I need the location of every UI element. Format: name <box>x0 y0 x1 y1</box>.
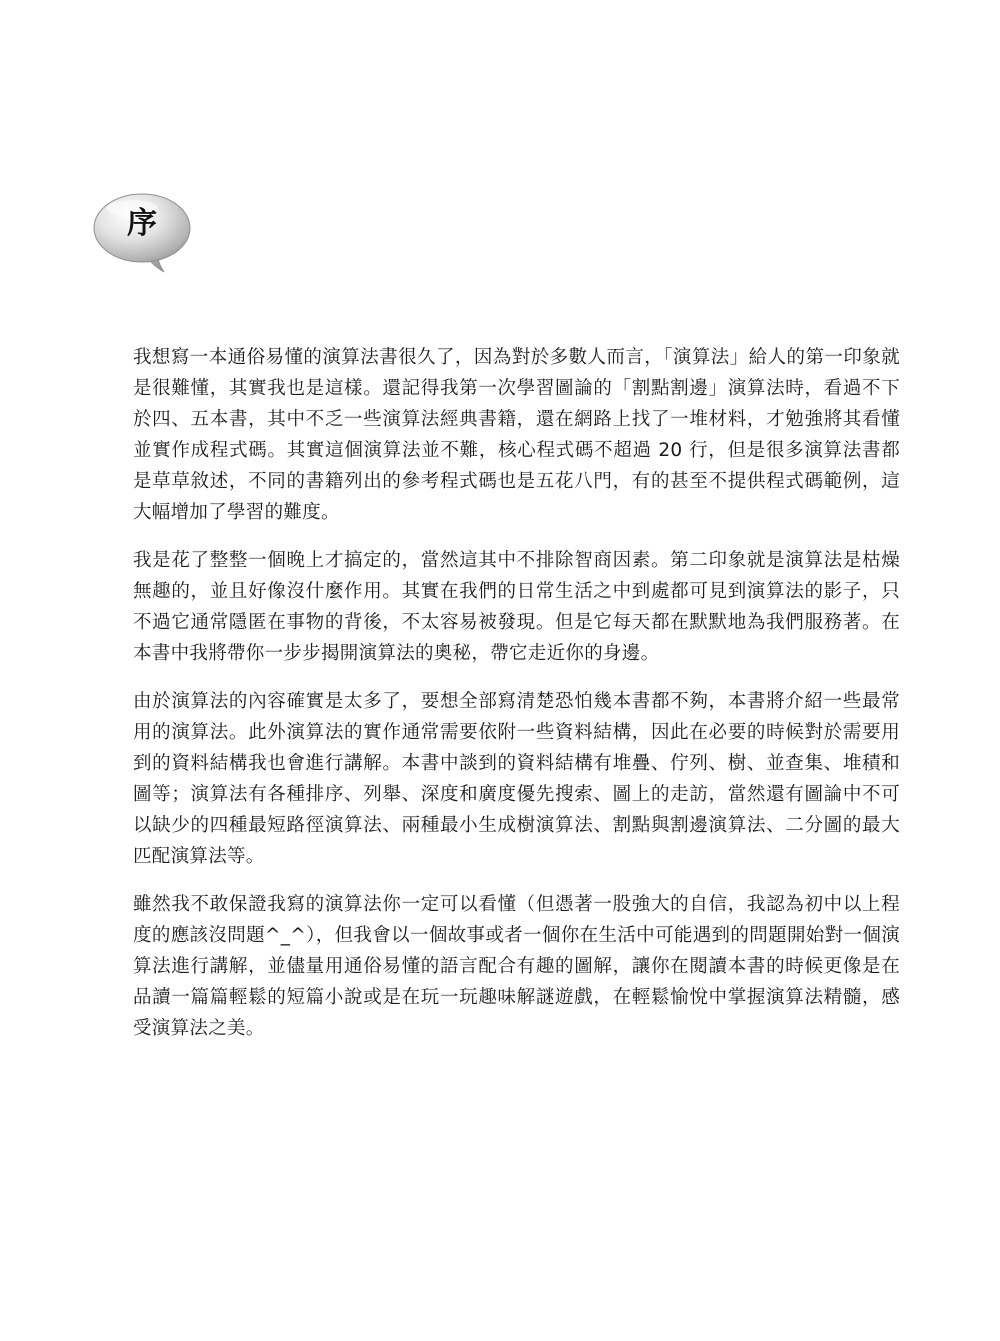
paragraph: 雖然我不敢保證我寫的演算法你一定可以看懂（但憑著一股強大的自信，我認為初中以上程度的應該沒問題^_^），但我會以一個故事或者一個你在生活中可能遇到的問題開始對一個演算法進行講解，並儘量用通俗易懂的語言配合有趣的圖解，讓你在閱讀本書的時候更像是在品讀一篇篇輕鬆的短篇小說或是在玩一玩趣味解謎遊戲，在輕鬆愉悅中掌握演算法精髓，感受演算法之美。 <box>133 894 900 1039</box>
paragraph: 我想寫一本通俗易懂的演算法書很久了，因為對於多數人而言，「演算法」給人的第一印象就是很難懂，其實我也是這樣。還記得我第一次學習圖論的「割點割邊」演算法時，看過不下於四、五本書，其中不乏一些演算法經典書籍，還在網路上找了一堆材料，才勉強將其看懂並實作成程式碼。其實這個演算法並不難，核心程式碼不超過 20 行，但是很多演算法書都是草草敘述，不同的書籍列出的參考程式碼也是五花八門，有的甚至不提供程式碼範例，這大幅增加了學習的難度。 <box>133 347 900 523</box>
paragraph: 我是花了整整一個晚上才搞定的，當然這其中不排除智商因素。第二印象就是演算法是枯燥無趣的，並且好像沒什麼作用。其實在我們的日常生活之中到處都可見到演算法的影子，只不過它通常隱匿在事物的背後，不太容易被發現。但是它每天都在默默地為我們服務著。在本書中我將帶你一步步揭開演算法的奧秘，帶它走近你的身邊。 <box>133 550 900 664</box>
chapter-title: 序 <box>127 206 157 241</box>
chapter-heading-badge <box>92 190 196 276</box>
paragraph: 由於演算法的內容確實是太多了，要想全部寫清楚恐怕幾本書都不夠，本書將介紹一些最常用的演算法。此外演算法的實作通常需要依附一些資料結構，因此在必要的時候對於需要用到的資料結構我也會進行講解。本書中談到的資料結構有堆疊、佇列、樹、並查集、堆積和圖等；演算法有各種排序、列舉、深度和廣度優先搜索、圖上的走訪，當然還有圖論中不可以缺少的四種最短路徑演算法、兩種最小生成樹演算法、割點與割邊演算法、二分圖的最大匹配演算法等。 <box>133 691 900 867</box>
preface-body <box>133 342 900 1061</box>
